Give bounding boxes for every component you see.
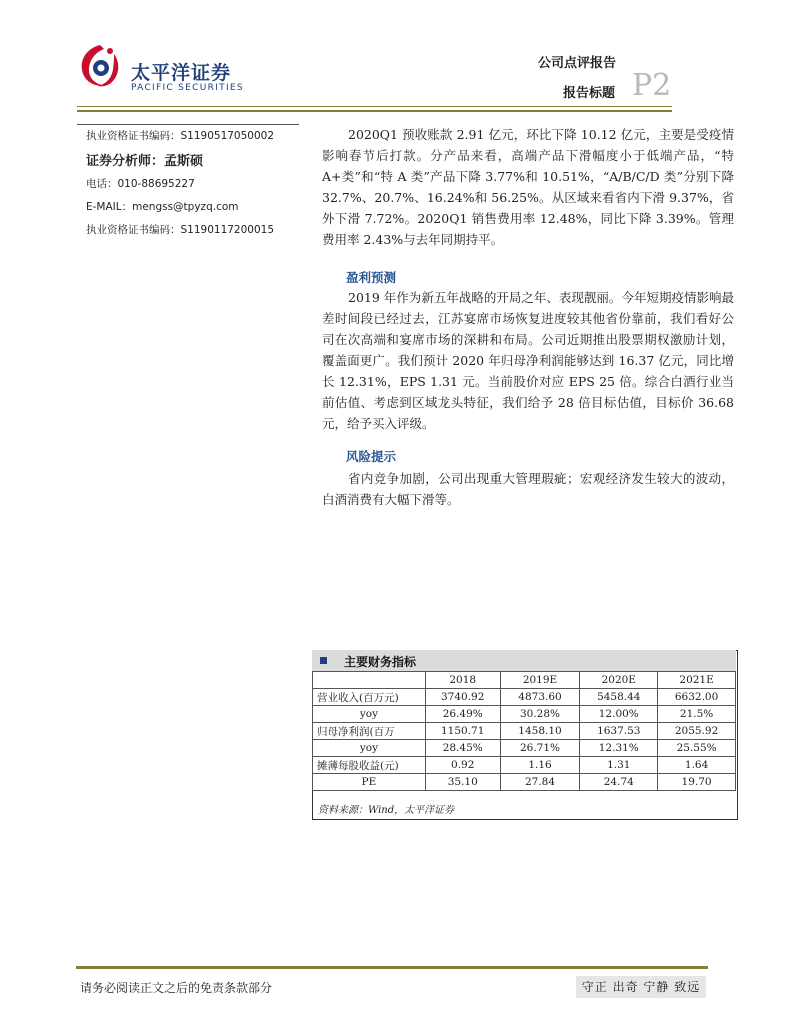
table-header-cell: 2020E (580, 672, 658, 689)
logo-chinese-name: 太平洋证券 (131, 62, 232, 84)
financial-table-caption: 主要财务指标 (344, 655, 417, 669)
table-cell: 4873.60 (500, 689, 580, 706)
table-row (313, 689, 736, 706)
table-header-cell: 2021E (658, 672, 736, 689)
analyst-name: 证券分析师：孟斯硕 (86, 154, 204, 169)
table-row (313, 740, 736, 757)
page-number: P2 (632, 68, 672, 103)
table-row (313, 723, 736, 740)
table-cell: 3740.92 (425, 689, 500, 706)
analyst-email[interactable]: E-MAIL：mengss@tpyzq.com (86, 201, 239, 213)
logo-english-name: PACIFIC SECURITIES (131, 83, 244, 93)
footer-motto: 守正 出奇 宁静 致远 (576, 976, 706, 998)
table-cell: 19.70 (658, 774, 736, 791)
table-cell: 1458.10 (500, 723, 580, 740)
section-heading-risk: 风险提示 (346, 449, 397, 464)
table-cell: 21.5% (658, 706, 736, 723)
paragraph-profit-forecast: 2019 年作为新五年战略的开局之年、表现靓丽。今年短期疫情影响最差时间段已经过去，江苏宴席市场恢复进度较其他省份靠前，我们看好公司在次高端和宴席市场的深耕和布局。公司近期推出股票期权激励计划，覆盖面更广。我们预计 2020 年归母净利润能够达到 16.37 亿元，同比增长 12.31%，EPS 1.31 元。当前股价对应 EPS 25 倍。综合白酒行业当前估值、考虑到区域龙头特征，我们给予 28 倍目标估值，目标价 36.68 元，给予买入评级。 (322, 290, 734, 431)
paragraph-q1-analysis: 2020Q1 预收账款 2.91 亿元，环比下降 10.12 亿元，主要是受疫情影响春节后打款。分产品来看，高端产品下滑幅度小于低端产品，“特 A+类”和“特 A 类”产品下降 3.77%和 10.51%，“A/B/C/D 类”分别下降 32.7%、20.7%、16.24%和 56.25%。从区域来看省内下滑 9.37%，省外下滑 7.72%。2020Q1 销售费用率 12.48%，同比下降 3.39%。管理费用率 2.43%与去年同期持平。 (322, 127, 734, 247)
row-label: 营业收入(百万元) (313, 689, 426, 706)
row-label: yoy (313, 706, 426, 723)
table-cell: 1.31 (580, 757, 658, 774)
table-row (313, 757, 736, 774)
table-cell: 1637.53 (580, 723, 658, 740)
header-rule-thin (77, 106, 672, 107)
footer-disclaimer: 请务必阅读正文之后的免责条款部分 (80, 981, 273, 995)
table-cell: 1150.71 (425, 723, 500, 740)
financial-indicators-table (312, 671, 736, 791)
table-cell: 35.10 (425, 774, 500, 791)
table-header-row (313, 672, 736, 689)
table-cell: 1.64 (658, 757, 736, 774)
sidebar-divider (77, 124, 299, 125)
pacific-securities-logo-icon (76, 42, 124, 90)
table-cell: 24.74 (580, 774, 658, 791)
section-heading-profit-forecast: 盈利预测 (346, 270, 397, 285)
table-cell: 2055.92 (658, 723, 736, 740)
table-header-cell (313, 672, 426, 689)
license-number-1: 执业资格证书编码：S1190517050002 (86, 130, 275, 142)
table-cell: 27.84 (500, 774, 580, 791)
row-label: 摊薄每股收益(元) (313, 757, 426, 774)
table-row (313, 774, 736, 791)
table-row (313, 706, 736, 723)
table-source-note: 资料来源：Wind，太平洋证券 (318, 805, 455, 816)
report-title: 报告标题 (563, 86, 616, 101)
table-cell: 25.55% (658, 740, 736, 757)
table-header-cell: 2019E (500, 672, 580, 689)
table-cell: 6632.00 (658, 689, 736, 706)
table-cell: 26.71% (500, 740, 580, 757)
table-cell: 12.31% (580, 740, 658, 757)
table-cell: 26.49% (425, 706, 500, 723)
square-bullet-icon (320, 657, 327, 664)
license-number-2: 执业资格证书编码：S1190117200015 (86, 224, 275, 236)
paragraph-risk: 省内竞争加剧，公司出现重大管理瑕疵；宏观经济发生较大的波动，白酒消费有大幅下滑等。 (322, 471, 734, 507)
footer-rule (76, 966, 708, 969)
table-cell: 5458.44 (580, 689, 658, 706)
row-label: 归母净利润(百万 (313, 723, 426, 740)
table-cell: 1.16 (500, 757, 580, 774)
table-cell: 28.45% (425, 740, 500, 757)
header-rule-thick (77, 110, 672, 112)
table-cell: 0.92 (425, 757, 500, 774)
table-header-cell: 2018 (425, 672, 500, 689)
analyst-phone: 电话：010-88695227 (86, 178, 195, 190)
table-cell: 30.28% (500, 706, 580, 723)
row-label: yoy (313, 740, 426, 757)
table-cell: 12.00% (580, 706, 658, 723)
report-type: 公司点评报告 (538, 56, 617, 71)
row-label: PE (313, 774, 426, 791)
